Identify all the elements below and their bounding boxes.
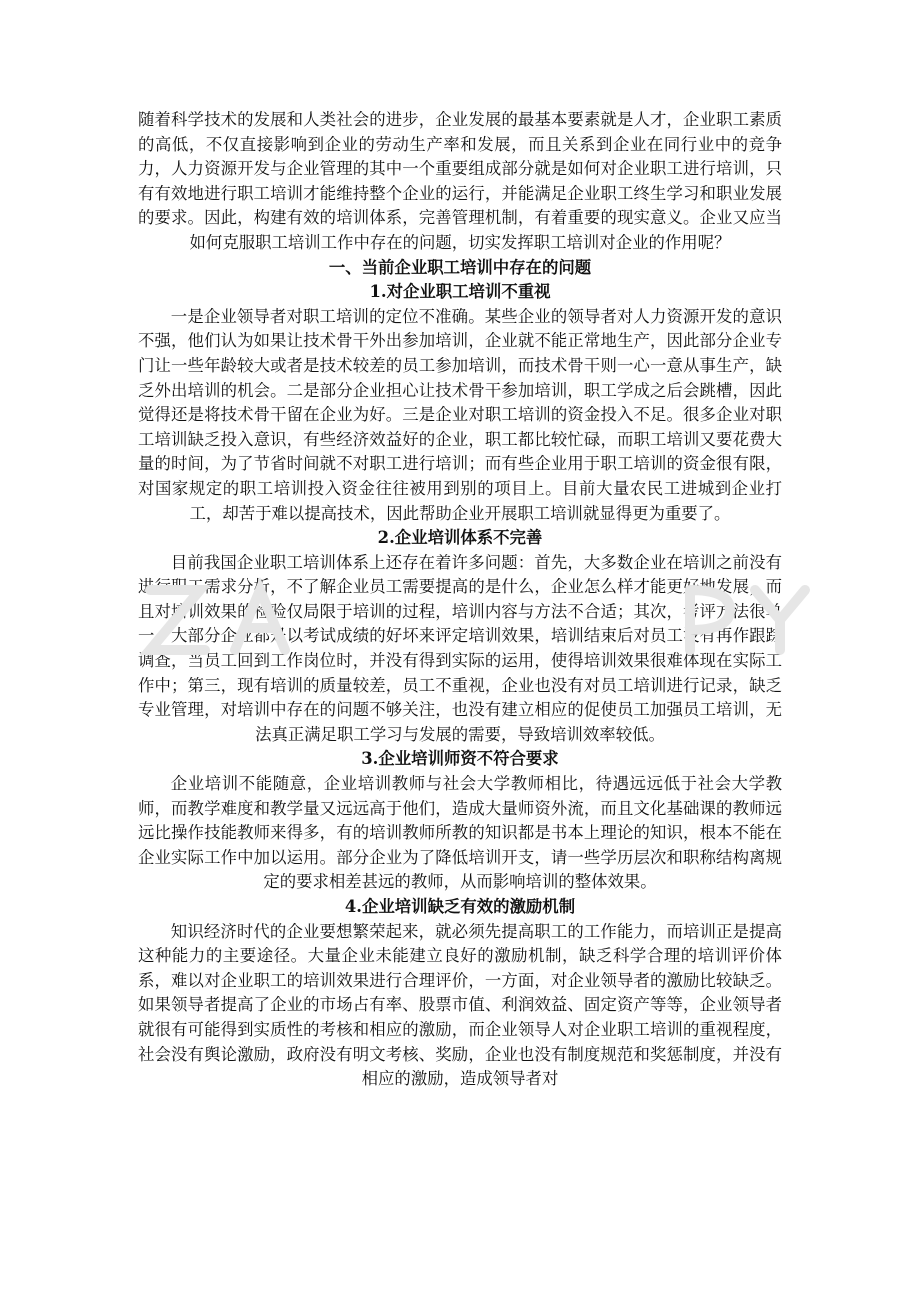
subsection-body-4: 知识经济时代的企业要想繁荣起来，就必须先提高职工的工作能力，而培训正是提高这种能力的主要途径。大量企业未能建立良好的激励机制，缺乏科学合理的培训评价体系，难以对企业职工的培训效果进行合理评价，一方面，对企业领导者的激励比较缺乏。如果领导者提高了企业的市场占有率、股票市值、利润效益、固定资产等等，企业领导者就很有可能得到实质性的考核和相应的激励，而企业领导人对企业职工培训的重视程度，社会没有舆论激励，政府没有明文考核、奖励，企业也没有制度规范和奖惩制度，并没有相应的激励，造成领导者对 (138, 921, 782, 1089)
subsection-heading-1: 1.对企业职工培训不重视 (369, 282, 551, 302)
subsection-body-3: 企业培训不能随意，企业培训教师与社会大学教师相比，待遇远远低于社会大学教师，而教学难度和教学量又远远高于他们，造成大量师资外流，而且文化基础课的教师远远比操作技能教师来得多，有的培训教师所教的知识都是书本上理论的知识，根本不能在企业实际工作中加以运用。部分企业为了降低培训开支，请一些学历层次和职称结构离规定的要求相差甚远的教师，从而影响培训的整体效果。 (138, 774, 782, 892)
intro-paragraph: 随着科学技术的发展和人类社会的进步，企业发展的最基本要素就是人才，企业职工素质的高低，不仅直接影响到企业的劳动生产率和发展，而且关系到企业在同行业中的竞争力，人力资源开发与企业管理的其中一个重要组成部分就是如何对企业职工进行培训，只有有效地进行职工培训才能维持整个企业的运行，并能满足企业职工终生学习和职业发展的要求。因此，构建有效的培训体系，完善管理机制，有着重要的现实意义。企业又应当如何克服职工培训工作中存在的问题，切实发挥职工培训对企业的作用呢？ (138, 110, 782, 252)
subsection-heading-3: 3.企业培训师资不符合要求 (361, 749, 559, 769)
document-body (138, 108, 782, 1092)
subsection-body-2: 目前我国企业职工培训体系上还存在着许多问题：首先，大多数企业在培训之前没有进行职工需求分析，不了解企业员工需要提高的是什么，企业怎么样才能更好地发展，而且对培训效果的检验仅局限于培训的过程，培训内容与方法不合适；其次，考评方法很单一，大部分企业都是以考试成绩的好坏来评定培训效果，培训结束后对员工没有再作跟踪调查，当员工回到工作岗位时，并没有得到实际的运用，使得培训效果很难体现在实际工作中；第三，现有培训的质量较差，员工不重视，企业也没有对员工培训进行记录，缺乏专业管理，对培训中存在的问题不够关注，也没有建立相应的促使员工加强员工培训，无法真正满足职工学习与发展的需要，导致培训效率较低。 (138, 552, 782, 744)
subsection-heading-4: 4.企业培训缺乏有效的激励机制 (344, 897, 576, 916)
section-title: 一、当前企业职工培训中存在的问题 (328, 257, 592, 277)
subsection-heading-2: 2.企业培训体系不完善 (377, 528, 543, 548)
subsection-body-1: 一是企业领导者对职工培训的定位不准确。某些企业的领导者对人力资源开发的意识不强，他们认为如果让技术骨干外出参加培训，企业就不能正常地生产，因此部分企业专门让一些年龄较大或者是技术较差的员工参加培训，而技术骨干则一心一意从事生产，缺乏外出培训的机会。二是部分企业担心让技术骨干参加培训，职工学成之后会跳槽，因此觉得还是将技术骨干留在企业为好。三是企业对职工培训的资金投入不足。很多企业对职工培训缺乏投入意识，有些经济效益好的企业，职工都比较忙碌，而职工培训又要花费大量的时间，为了节省时间就不对职工进行培训；而有些企业用于职工培训的资金很有限，对国家规定的职工培训投入资金往往被用到别的项目上。目前大量农民工进城到企业打工，却苦于难以提高技术，因此帮助企业开展职工培训就显得更为重要了。 (138, 306, 782, 523)
